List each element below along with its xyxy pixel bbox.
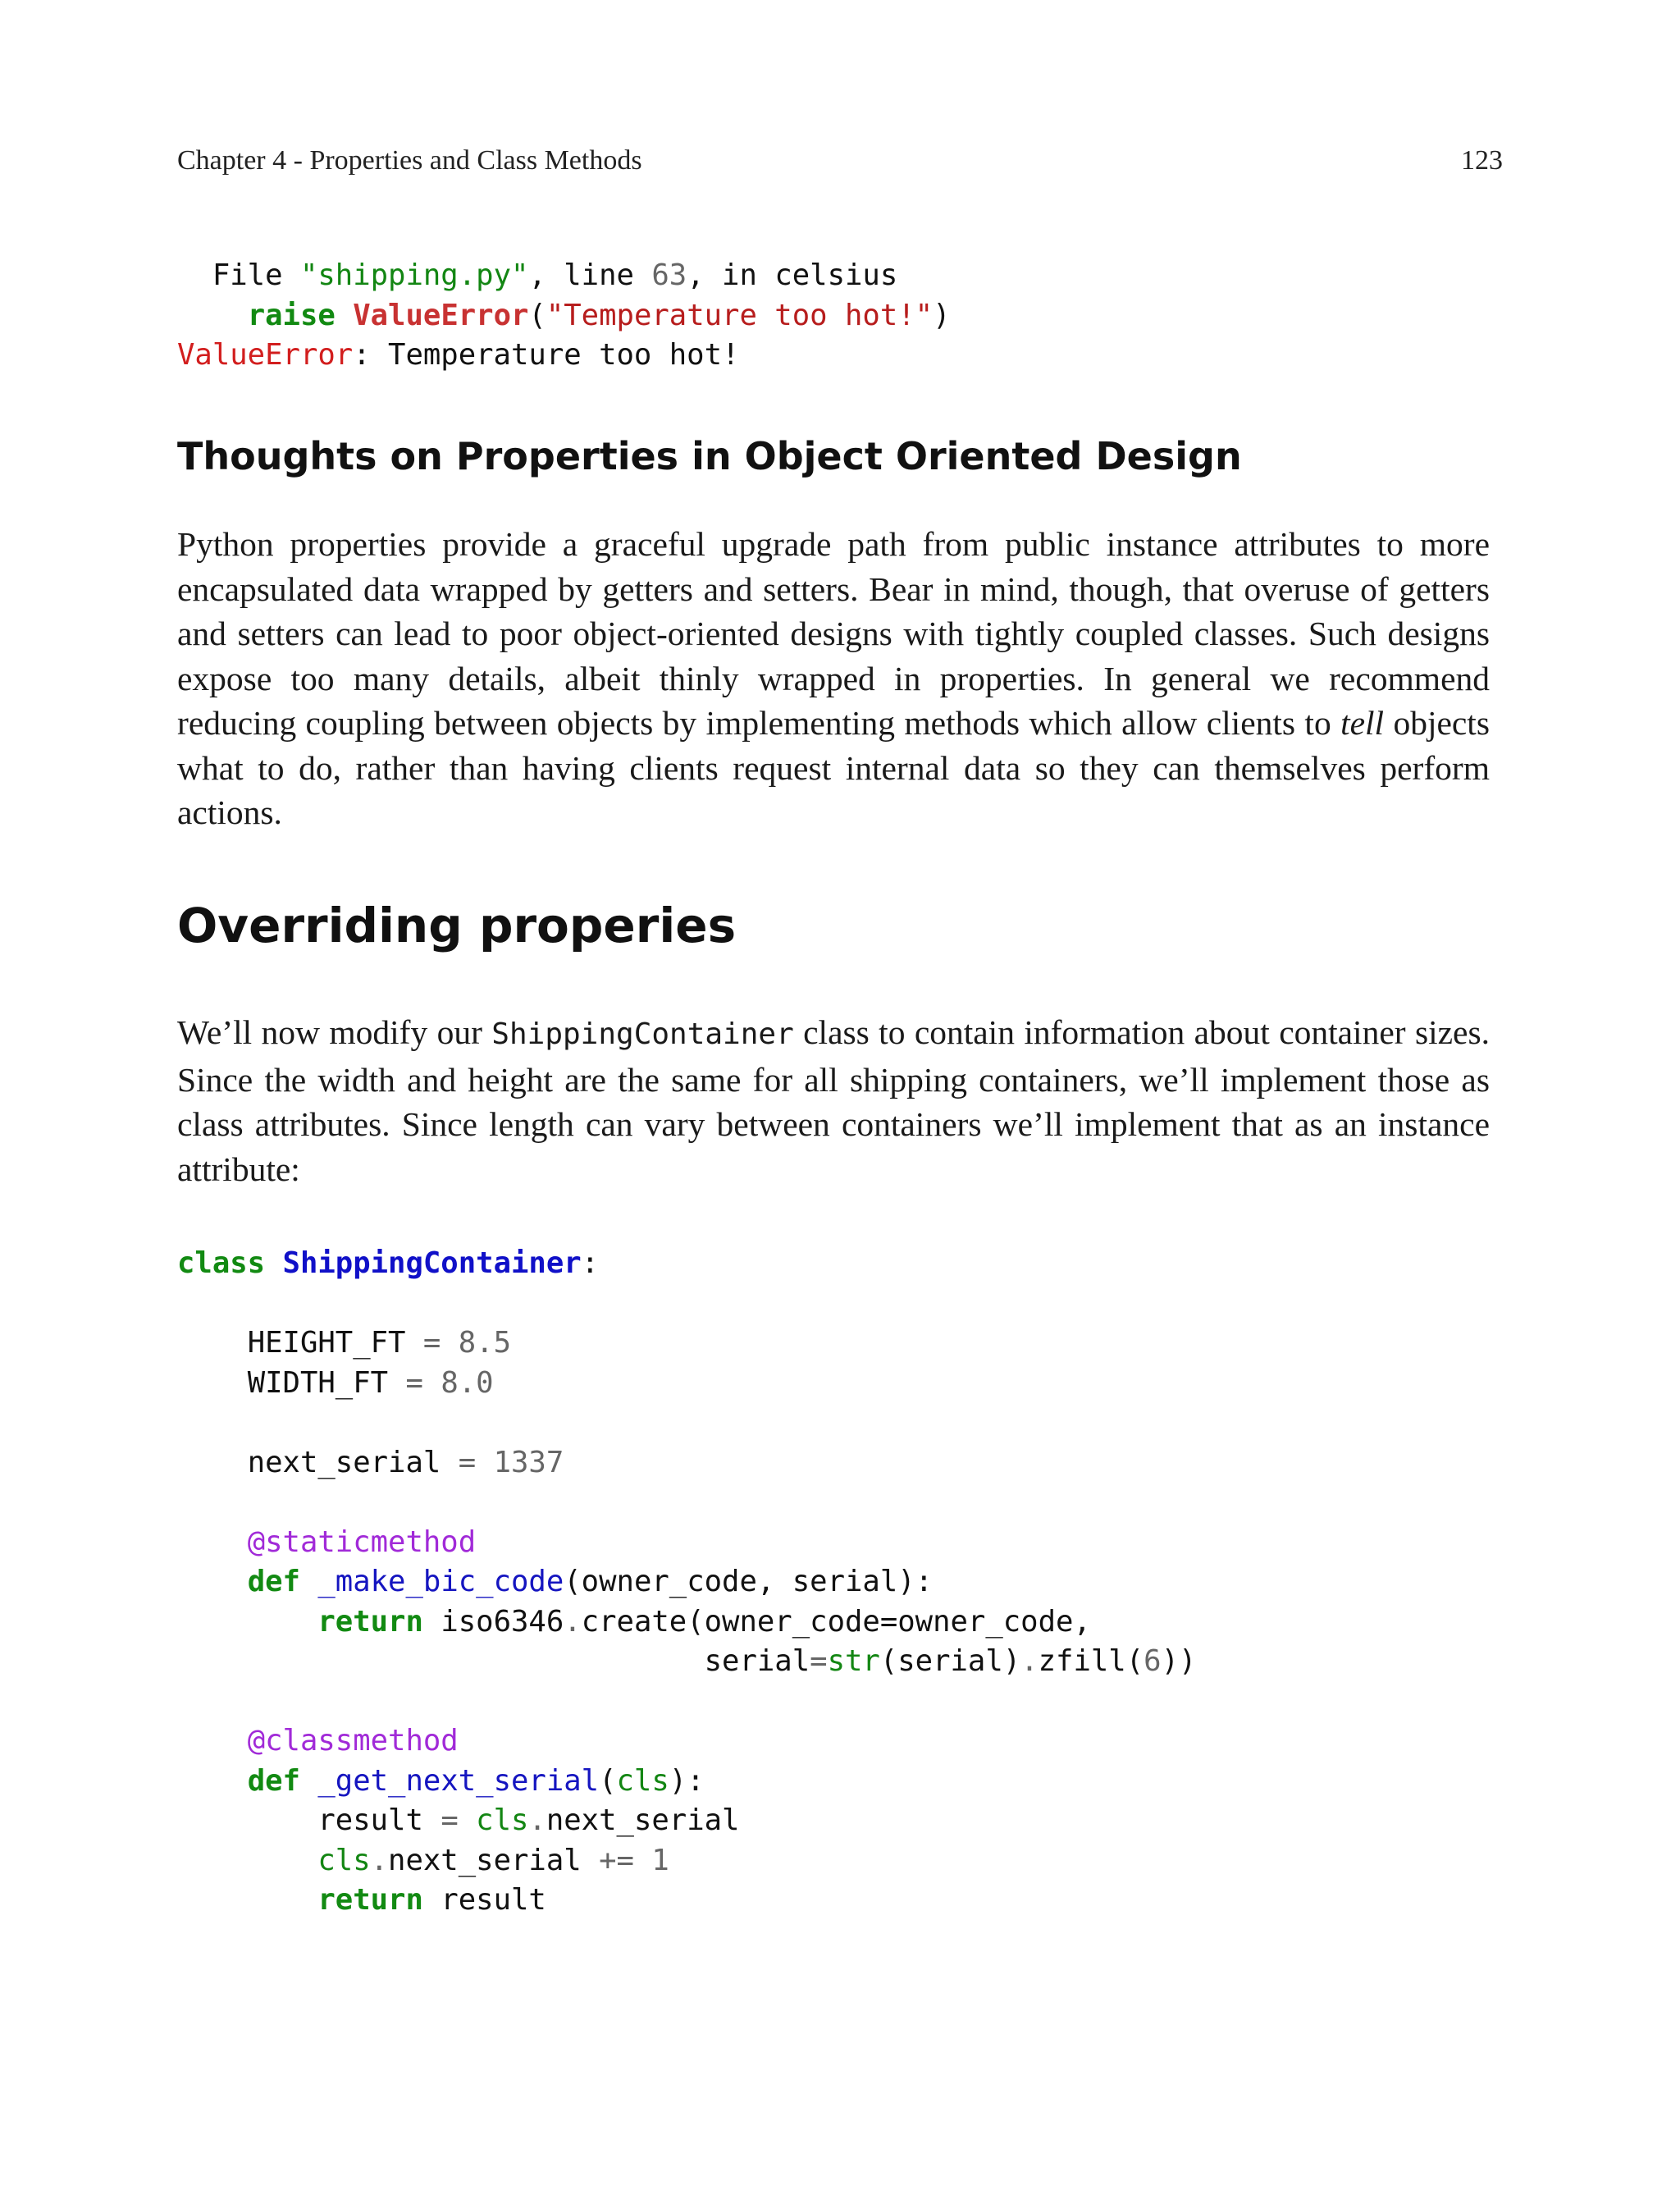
paragraph-overriding: We’ll now modify our ShippingContainer class to contain information about container sizes. Since the width and height are the same for all shipping containers, we’ll implement those as class attributes. Since length can vary between containers we’ll implement that as an instance attribute: xyxy=(177,1013,1490,1188)
page-number: 123 xyxy=(1461,145,1503,176)
section-heading-overriding: Overriding properies xyxy=(177,898,737,953)
emphasis-tell: tell xyxy=(1340,704,1385,742)
section-heading-thoughts: Thoughts on Properties in Object Oriented Design xyxy=(177,434,1242,478)
inline-code-shippingcontainer: ShippingContainer xyxy=(491,1017,794,1051)
traceback-code-block: File "shipping.py", line 63, in celsius raise ValueError("Temperature too hot!") ValueError: Temperature too hot! xyxy=(177,258,951,372)
chapter-title: Chapter 4 - Properties and Class Methods xyxy=(177,145,642,176)
class-code-block: class ShippingContainer: HEIGHT_FT = 8.5 WIDTH_FT = 8.0 next_serial = 1337 @staticmethod def _make_bic_code(owner_code, serial): return iso6346.create(owner_code=owner_code, serial=str(serial).zfill(6)) @classmethod def _get_next_serial(cls): result = cls.next_serial cls.next_serial += 1 return result xyxy=(177,1246,1197,1917)
running-header xyxy=(177,144,1503,177)
paragraph-thoughts: Python properties provide a graceful upgrade path from public instance attributes to more encapsulated data wrapped by getters and setters. Bear in mind, though, that overuse of getters and setters can lead to poor object-oriented designs with tightly coupled classes. Such designs expose too many details, albeit thinly wrapped in properties. In general we recommend reducing coupling between objects by implementing methods which allow clients to tell objects what to do, rather than having clients request internal data so they can themselves perform actions. xyxy=(177,525,1490,831)
